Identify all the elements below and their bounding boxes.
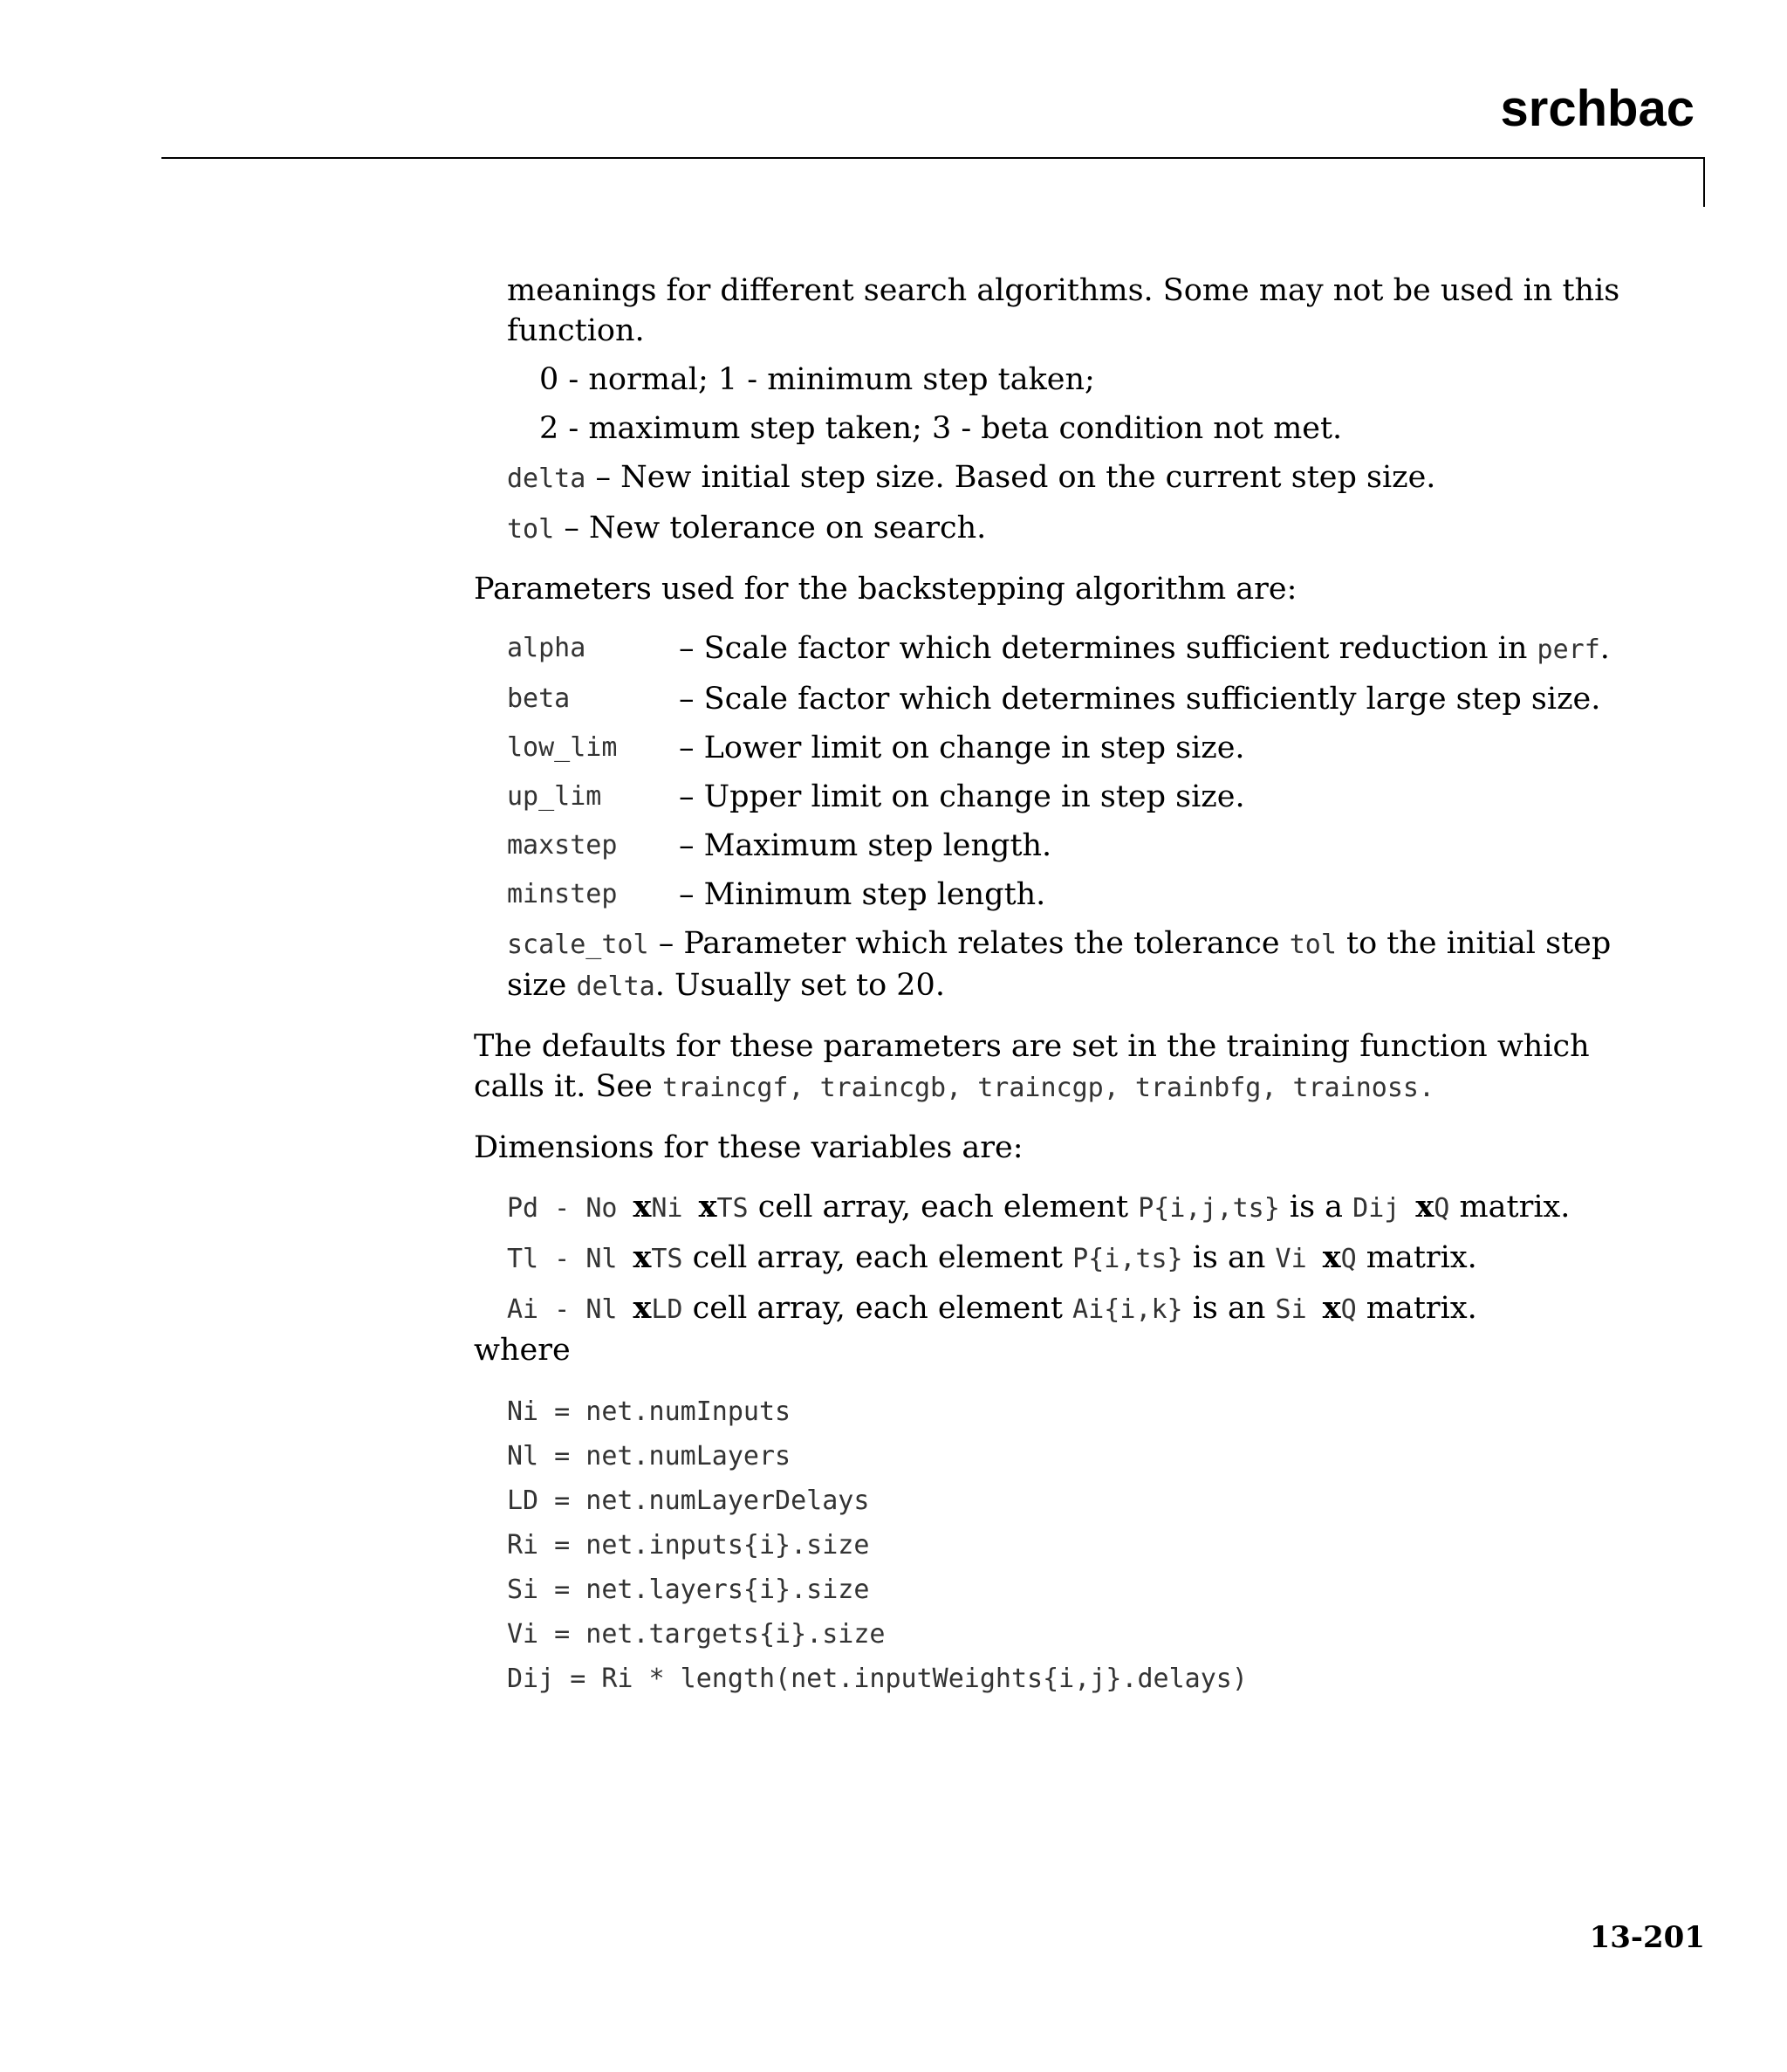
- dim-desc: is an: [1182, 1291, 1276, 1326]
- code-line: LD = net.numLayerDelays: [507, 1485, 870, 1516]
- dim-size: Ni: [651, 1193, 699, 1224]
- dim-desc: cell array, each element: [748, 1190, 1139, 1225]
- dim-var: Ai: [507, 1294, 539, 1325]
- dim-size: Dij: [1352, 1193, 1416, 1224]
- times-symbol: x: [1322, 1290, 1341, 1326]
- param-key: up_lim: [507, 781, 602, 812]
- defaults-text: The defaults for these parameters are set in the training function which calls it. See: [474, 1029, 1590, 1104]
- tol-desc: New tolerance on search.: [588, 511, 987, 545]
- param-key: maxstep: [507, 830, 618, 861]
- param-desc-text: . Usually set to 20.: [654, 968, 945, 1003]
- param-key: beta: [507, 683, 571, 714]
- dim-row: [507, 1288, 1643, 1330]
- times-symbol: x: [633, 1290, 652, 1326]
- param-key: minstep: [507, 879, 618, 909]
- times-symbol: x: [698, 1189, 717, 1225]
- param-row: [507, 679, 1643, 719]
- tol-sep: –: [554, 511, 589, 545]
- dim-sep: -: [538, 1244, 586, 1274]
- page-number: 13-201: [1589, 1920, 1705, 1955]
- dim-desc: matrix.: [1356, 1291, 1477, 1326]
- times-symbol: x: [1322, 1239, 1341, 1275]
- param-sep: –: [679, 682, 704, 717]
- dim-desc: matrix.: [1449, 1190, 1571, 1225]
- dims-intro: Dimensions for these variables are:: [474, 1130, 1024, 1165]
- code-line: Dij = Ri * length(net.inputWeights{i,j}.delays): [507, 1664, 1248, 1694]
- dim-desc: matrix.: [1356, 1240, 1477, 1275]
- param-desc: Upper limit on change in step size.: [703, 779, 1245, 814]
- param-desc-text: to the initial step size: [507, 926, 1612, 1003]
- times-symbol: x: [633, 1239, 652, 1275]
- dim-size: LD: [651, 1294, 683, 1325]
- dim-desc: is an: [1182, 1240, 1276, 1275]
- times-symbol: x: [1415, 1189, 1434, 1225]
- param-desc-code: perf: [1537, 635, 1600, 665]
- param-key: low_lim: [507, 732, 618, 763]
- delta-key: delta: [507, 463, 586, 494]
- param-desc: Lower limit on change in step size.: [703, 731, 1245, 765]
- dim-size: TS: [651, 1244, 683, 1274]
- return-code-line-2: 2 - maximum step taken; 3 - beta condition not met.: [539, 411, 1343, 446]
- dims-list: [474, 1187, 1643, 1330]
- dim-size: Q: [1340, 1294, 1357, 1325]
- dim-size: Nl: [585, 1244, 633, 1274]
- where-code-block: [474, 1389, 1643, 1701]
- code-line: Si = net.layers{i}.size: [507, 1575, 870, 1605]
- header-rule-tick: [1703, 157, 1705, 207]
- param-desc-text: Scale factor which determines sufficient reduction in: [703, 631, 1537, 666]
- param-sep: –: [679, 877, 704, 912]
- param-row: [507, 777, 1643, 817]
- param-key: alpha: [507, 633, 586, 663]
- dim-element: Ai{i,k}: [1072, 1294, 1183, 1325]
- param-desc-code: delta: [576, 971, 655, 1002]
- dim-size: Q: [1340, 1244, 1357, 1274]
- param-sep: –: [679, 631, 704, 666]
- code-line: Nl = net.numLayers: [507, 1441, 791, 1472]
- dim-row: [507, 1187, 1643, 1229]
- delta-desc: New initial step size. Based on the current step size.: [620, 460, 1436, 495]
- params-list: [474, 628, 1643, 1007]
- param-desc: Scale factor which determines sufficiently large step size.: [703, 682, 1601, 717]
- tol-key: tol: [507, 514, 555, 545]
- dim-size: No: [585, 1193, 633, 1224]
- page-header-title: srchbac: [1500, 80, 1695, 137]
- where-label: where: [474, 1333, 571, 1368]
- param-desc-code: tol: [1289, 930, 1337, 960]
- code-line: Ri = net.inputs{i}.size: [507, 1530, 870, 1561]
- times-symbol: x: [633, 1189, 652, 1225]
- param-desc: Minimum step length.: [703, 877, 1046, 912]
- defaults-function-list: traincgf, traincgb, traincgp, trainbfg, trainoss.: [661, 1073, 1434, 1103]
- code-line: Ni = net.numInputs: [507, 1396, 791, 1427]
- param-desc-tail: .: [1599, 631, 1610, 666]
- dim-row: [507, 1238, 1643, 1280]
- param-row: [507, 728, 1643, 768]
- param-row-scale-tol: [507, 923, 1643, 1007]
- delta-sep: –: [585, 460, 621, 495]
- continued-paragraph: meanings for different search algorithms. Some may not be used in this function.: [507, 273, 1620, 348]
- code-line: Vi = net.targets{i}.size: [507, 1619, 886, 1650]
- dim-size: Si: [1275, 1294, 1323, 1325]
- dim-size: Nl: [585, 1294, 633, 1325]
- dim-element: P{i,j,ts}: [1138, 1193, 1280, 1224]
- dim-size: Vi: [1275, 1244, 1323, 1274]
- dim-element: P{i,ts}: [1072, 1244, 1183, 1274]
- dim-size: TS: [716, 1193, 749, 1224]
- param-sep: –: [679, 731, 704, 765]
- dim-desc: cell array, each element: [682, 1240, 1073, 1275]
- param-row: [507, 826, 1643, 866]
- param-desc: [704, 628, 1610, 670]
- defaults-paragraph: [474, 1026, 1643, 1108]
- dim-size: Q: [1434, 1193, 1450, 1224]
- param-desc: Maximum step length.: [703, 828, 1052, 863]
- return-code-line-1: 0 - normal; 1 - minimum step taken;: [539, 362, 1095, 397]
- dim-sep: -: [538, 1294, 586, 1325]
- tol-output-line: [474, 508, 1643, 550]
- dim-desc: cell array, each element: [682, 1291, 1073, 1326]
- param-sep: –: [679, 779, 704, 814]
- header-rule: [161, 157, 1705, 159]
- dim-var: Pd: [507, 1193, 539, 1224]
- param-sep: –: [679, 828, 704, 863]
- dim-var: Tl: [507, 1244, 539, 1274]
- param-row: [507, 628, 1643, 670]
- param-desc-text: Parameter which relates the tolerance: [683, 926, 1290, 961]
- params-intro: Parameters used for the backstepping algorithm are:: [474, 572, 1297, 607]
- param-sep: –: [648, 926, 684, 961]
- param-key: scale_tol: [507, 930, 649, 960]
- dim-sep: -: [538, 1193, 586, 1224]
- dim-desc: is a: [1279, 1190, 1353, 1225]
- delta-output-line: [474, 457, 1643, 499]
- page-content: [474, 271, 1643, 1701]
- param-row: [507, 875, 1643, 915]
